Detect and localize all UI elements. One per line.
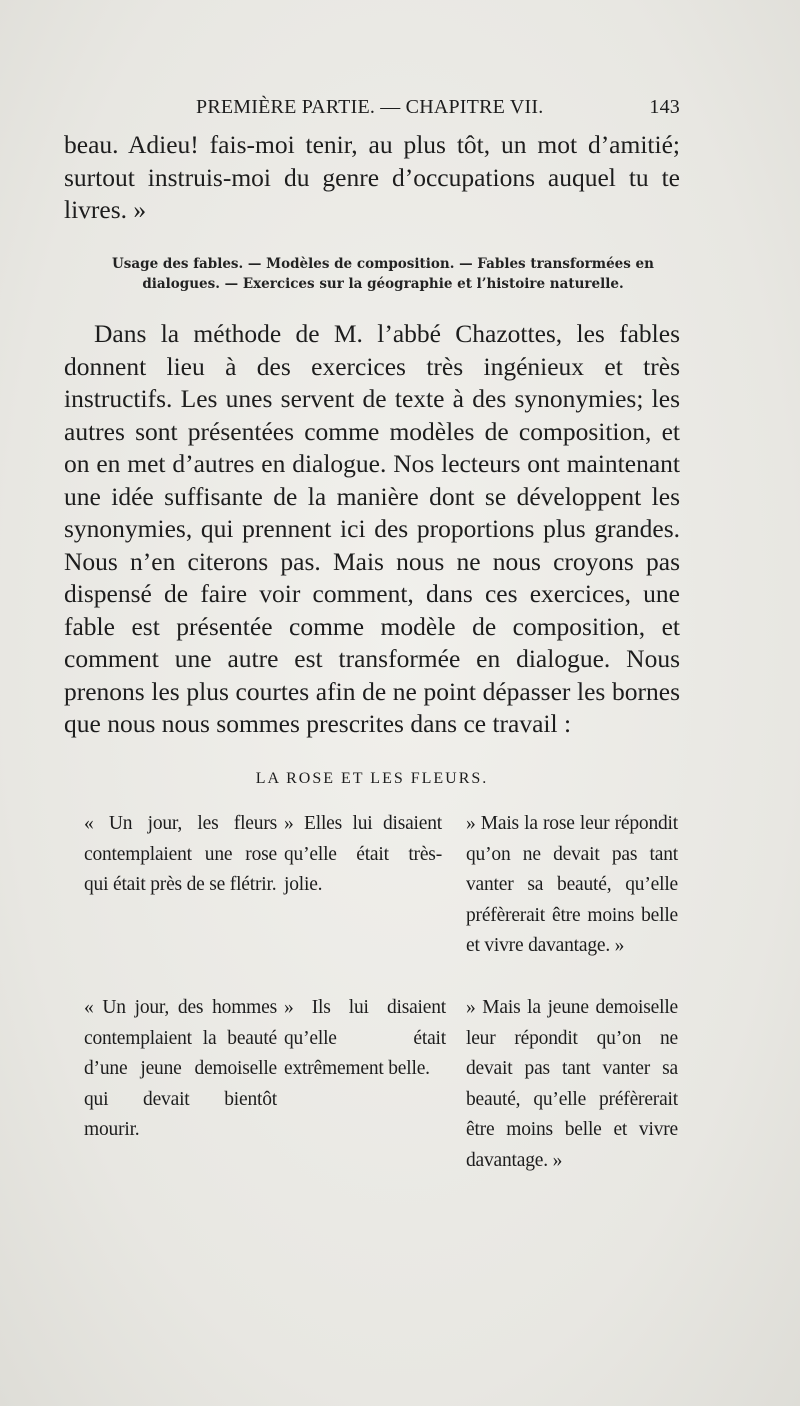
fable-row2-col1: « Un jour, des hommes contemplaient la beauté d’une jeune demoiselle qui devait bientôt mourir. bbox=[84, 997, 277, 1140]
fable-row1-col1: « Un jour, les fleurs contemplaient une rose qui était près de se flétrir. bbox=[84, 813, 277, 895]
section-summary: Usage des fables. — Modèles de composition. — Fables transformées en dialogues. — Exercices sur la géographie et l’histoire naturelle. bbox=[112, 256, 654, 292]
fable-row1-col3: » Mais la rose leur répondit qu’on ne devait pas tant vanter sa beauté, qu’elle préfèrerait être moins belle et vivre davantage. » bbox=[466, 813, 678, 956]
main-paragraph: Dans la méthode de M. l’abbé Chazottes, les fables donnent lieu à des exercices très ingénieux et très instructifs. Les unes servent de texte à des synonymies; les autres sont présentées comme modèles de composition, et on en met d’autres en dialogue. Nos lecteurs ont maintenant une idée suffisante de la manière dont se développent les synonymies, qui prennent ici des proportions plus grandes. Nous n’en citerons pas. Mais nous ne nous croyons pas dispensé de faire voir comment, dans ces exercices, une fable est présentée comme modèle de composition, et comment une autre est transformée en dialogue. Nous prenons les plus courtes afin de ne point dépasser les bornes que nous nous sommes prescrites dans ce travail : bbox=[64, 319, 680, 738]
fable-row1-col2: » Elles lui disaient qu’elle était très-jolie. bbox=[284, 813, 442, 895]
fable-row2-col2: » Ils lui disaient qu’elle était extrêmement belle. bbox=[284, 997, 446, 1079]
running-header bbox=[196, 96, 680, 124]
running-title: PREMIÈRE PARTIE. — CHAPITRE VII. bbox=[196, 96, 544, 118]
letter-ending-paragraph: beau. Adieu! fais-moi tenir, au plus tôt, un mot d’amitié; surtout instruis-moi du genre d’occupations auquel tu te livres. » bbox=[64, 130, 680, 224]
fable-row2-col3: » Mais la jeune demoiselle leur répondit qu’on ne devait pas tant vanter sa beauté, qu’elle préfèrerait être moins belle et vivre davantage. » bbox=[466, 997, 678, 1171]
page-number: 143 bbox=[649, 96, 680, 118]
fable-title: LA ROSE ET LES FLEURS. bbox=[255, 770, 489, 787]
